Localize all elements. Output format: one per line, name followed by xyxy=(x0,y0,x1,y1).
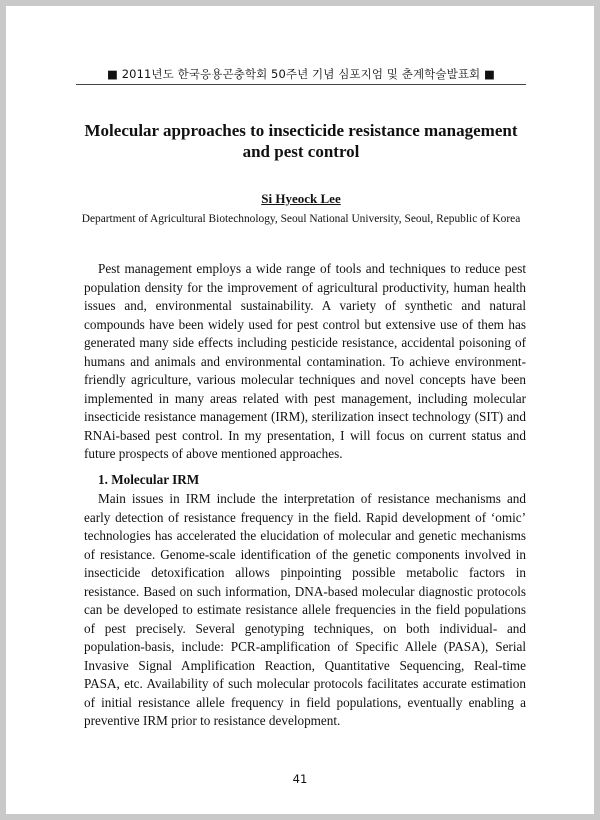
author-affiliation: Department of Agricultural Biotechnology, Seoul National University, Seoul, Republic of Korea xyxy=(81,213,521,225)
abstract-paragraph: Pest management employs a wide range of tools and techniques to reduce pest population density for the improvement of agricultural productivity, human health issues and, environmental sustainability. A variety of synthetic and natural compounds have been widely used for pest control but extensive use of them has generated many side effects including pesticide resistance, accidental poisoning of humans and animals and environmental contamination. To achieve environment-friendly agriculture, various molecular techniques and novel concepts have been implemented in many areas related with pest management, including molecular insecticide resistance management (IRM), sterilization insect technology (SIT) and RNAi-based pest control. In my presentation, I will focus on current status and future prospects of above mentioned approaches. xyxy=(84,261,526,461)
section-paragraph: Main issues in IRM include the interpretation of resistance mechanisms and early detection of resistance frequency in the field. Rapid development of ‘omic’ technologies has accelerated the elucidation of molecular and genetic mechanisms of resistance. Genome-scale identification of the genetic components involved in insecticide detoxification allows pinpointing possible metabolic factors in resistance. Based on such information, DNA-based molecular diagnostic protocols can be developed to estimate resistance allele frequencies in the field populations of pest precisely. Several genotyping techniques, on both individual- and population-basis, include: PCR-amplification of Specific Allele (PASA), Serial Invasive Signal Amplification Reaction, Quantitative Sequencing, Real-time PASA, etc. Availability of such molecular protocols facilitates accurate estimation of initial resistance allele frequency in field populations, eventually enabling a preventive IRM prior to resistance development. xyxy=(84,491,526,728)
paper-title xyxy=(66,120,536,162)
document-page xyxy=(6,6,594,814)
header-rule xyxy=(76,84,526,85)
section-heading: 1. Molecular IRM xyxy=(98,472,200,487)
title-line-1: Molecular approaches to insecticide resistance management xyxy=(84,121,518,140)
author-name: Si Hyeock Lee xyxy=(261,191,341,206)
page-number: 41 xyxy=(292,772,308,786)
running-head: ■ 2011년도 한국응용곤충학회 50주년 기념 심포지엄 및 춘계학술발표회 ■ xyxy=(107,67,495,81)
title-line-2: and pest control xyxy=(242,142,360,161)
